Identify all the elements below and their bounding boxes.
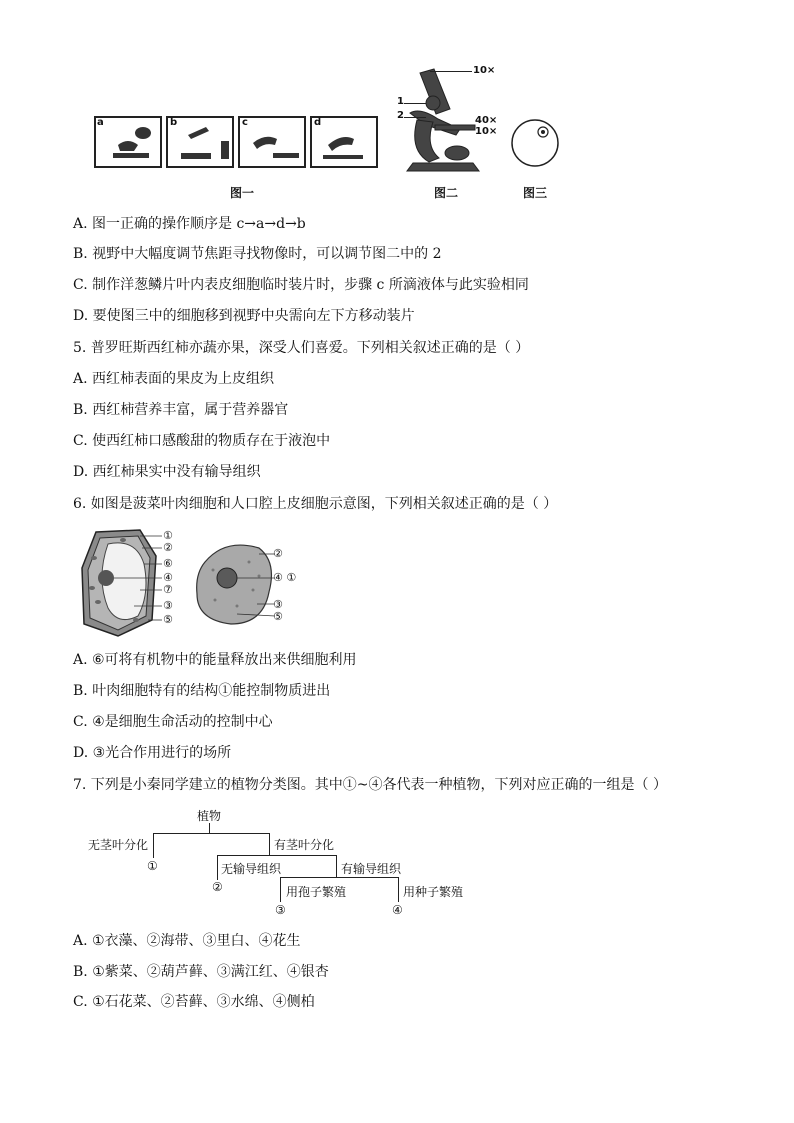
plant-label-6: ⑥	[163, 557, 173, 570]
q5-option-c: C. 使西红柿口感酸甜的物质存在于液泡中	[73, 433, 331, 449]
tree-line	[280, 877, 399, 878]
tree-node-4: ④	[392, 903, 403, 917]
tree-seed: 用种子繁殖	[403, 885, 464, 899]
microscope-label-10x-objective: 10×	[475, 126, 498, 137]
plant-label-1: ①	[163, 529, 173, 542]
animal-label-4-1: ④ ①	[273, 571, 297, 584]
tree-node-2: ②	[212, 880, 223, 894]
tree-line	[153, 833, 270, 834]
tree-line	[153, 833, 154, 858]
tree-line	[209, 823, 210, 833]
q5-option-a: A. 西红柿表面的果皮为上皮组织	[73, 371, 275, 387]
field-of-view-circle	[510, 118, 560, 168]
plant-label-2: ②	[163, 541, 173, 554]
tree-has-vascular: 有输导组织	[341, 862, 402, 876]
tree-root: 植物	[197, 809, 222, 823]
plant-label-3: ③	[163, 599, 173, 612]
q7-option-b: B. ①紫菜、②葫芦藓、③满江红、④银杏	[73, 964, 329, 980]
microscope-label-40x: 40×	[475, 115, 498, 126]
plant-label-7: ⑦	[163, 583, 173, 596]
animal-label-2: ②	[273, 547, 283, 560]
q5-option-b: B. 西红柿营养丰富，属于营养器官	[73, 402, 289, 418]
tree-line	[217, 855, 337, 856]
field-of-view-figure	[510, 118, 560, 168]
tree-line	[398, 877, 399, 902]
caption-figure-1: 图一	[230, 186, 255, 200]
tree-node-3: ③	[275, 903, 286, 917]
tree-line	[280, 877, 281, 902]
q6-option-a: A. ⑥可将有机物中的能量释放出来供细胞利用	[73, 652, 357, 668]
operation-steps-illustration	[93, 115, 383, 170]
microscope-label-10x-top: 10×	[473, 65, 496, 76]
caption-figure-2: 图二	[434, 186, 459, 200]
plant-label-4: ④	[163, 571, 173, 584]
q4-option-c: C. 制作洋葱鳞片叶内表皮细胞临时装片时，步骤 c 所滴液体与此实验相同	[73, 277, 529, 293]
tree-line	[217, 855, 218, 880]
caption-figure-3: 图三	[523, 186, 548, 200]
pointer-line	[404, 117, 426, 118]
figure-one	[93, 115, 383, 170]
q4-option-a: A. 图一正确的操作顺序是 c→a→d→b	[73, 216, 306, 232]
q7-option-c: C. ①石花菜、②苔藓、③水绵、④侧柏	[73, 994, 315, 1010]
panel-label-b: b	[170, 117, 178, 128]
animal-label-3: ③	[273, 598, 283, 611]
panel-label-a: a	[97, 117, 104, 128]
plant-label-5: ⑤	[163, 613, 173, 626]
microscope-label-2: 2	[397, 110, 404, 121]
q6-option-c: C. ④是细胞生命活动的控制中心	[73, 714, 273, 730]
q4-option-b: B. 视野中大幅度调节焦距寻找物像时，可以调节图二中的 2	[73, 246, 442, 262]
tree-line	[269, 833, 270, 855]
tree-has-stem: 有茎叶分化	[274, 838, 335, 852]
tree-node-1: ①	[147, 859, 158, 873]
animal-cell-diagram	[193, 540, 283, 630]
q7-stem: 7. 下列是小秦同学建立的植物分类图。其中①~④各代表一种植物，下列对应正确的一组是（ ）	[73, 777, 667, 793]
pointer-line	[430, 71, 472, 72]
tree-spore: 用孢子繁殖	[286, 885, 347, 899]
tree-no-vascular: 无输导组织	[221, 862, 282, 876]
panel-label-d: d	[314, 117, 322, 128]
animal-label-5: ⑤	[273, 610, 283, 623]
pointer-line	[404, 103, 426, 104]
q6-option-b: B. 叶肉细胞特有的结构①能控制物质进出	[73, 683, 331, 699]
tree-line	[336, 855, 337, 877]
q4-option-d: D. 要使图三中的细胞移到视野中央需向左下方移动装片	[73, 308, 415, 324]
panel-label-c: c	[242, 117, 248, 128]
microscope-label-1: 1	[397, 96, 404, 107]
q7-option-a: A. ①衣藻、②海带、③里白、④花生	[73, 933, 301, 949]
q5-option-d: D. 西红柿果实中没有输导组织	[73, 464, 261, 480]
q6-stem: 6. 如图是菠菜叶肉细胞和人口腔上皮细胞示意图，下列相关叙述正确的是（ ）	[73, 496, 558, 512]
animal-cell-illustration	[193, 540, 283, 630]
q5-stem: 5. 普罗旺斯西红柿亦蔬亦果，深受人们喜爱。下列相关叙述正确的是（ ）	[73, 340, 530, 356]
q6-option-d: D. ③光合作用进行的场所	[73, 745, 232, 761]
tree-no-stem: 无茎叶分化	[88, 838, 149, 852]
